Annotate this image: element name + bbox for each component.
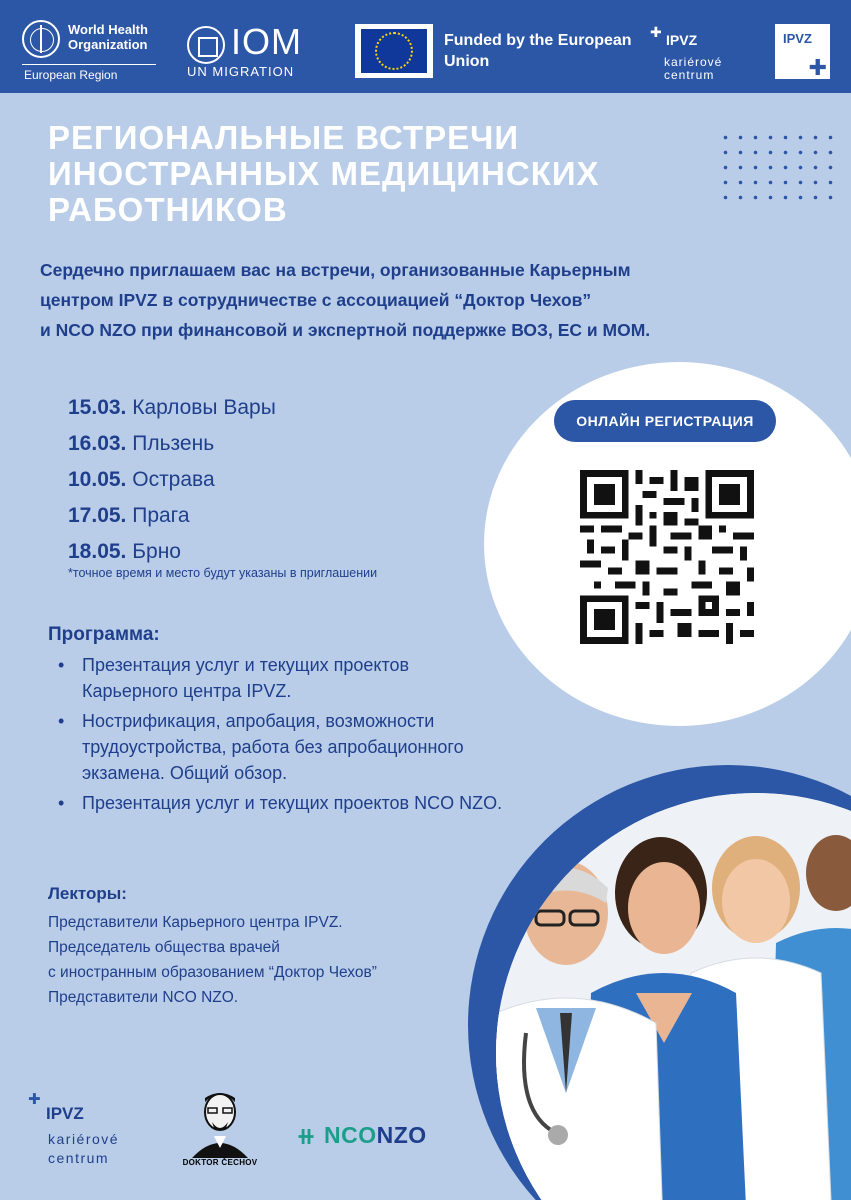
footnote: *точное время и место будут указаны в приглашении <box>68 566 378 580</box>
ipvz-box-title: IPVZ <box>783 31 812 46</box>
ipvz-header-title: IPVZ <box>666 32 698 48</box>
date: 18.05. <box>68 540 127 563</box>
date: 17.05. <box>68 504 127 527</box>
program-list <box>58 652 508 820</box>
nzo-text: NZO <box>376 1122 427 1148</box>
header-bar <box>0 0 851 93</box>
ipvz-header-subtitle: kariérové centrum <box>664 55 723 82</box>
city: Прага <box>132 504 190 527</box>
bullet: • <box>58 711 65 731</box>
lecturer-line: с иностранным образованием “Доктор Чехов” <box>48 964 377 981</box>
lecturers-list <box>48 910 478 1010</box>
who-name: World Health Organization <box>68 22 148 52</box>
nco-mark-icon: ⧺ <box>296 1123 317 1150</box>
city: Брно <box>132 540 181 563</box>
intro-text <box>40 255 830 345</box>
ipvz-box-logo <box>775 24 830 79</box>
intro-line: и NCO NZO при финансовой и экспертной поддержке ВОЗ, ЕС и МОМ. <box>40 320 651 340</box>
date: 15.03. <box>68 396 127 419</box>
eu-stars-icon <box>375 32 413 70</box>
iom-title: IOM <box>231 21 302 62</box>
nco-text: NCO <box>324 1122 377 1148</box>
eu-flag <box>355 24 433 78</box>
date: 10.05. <box>68 468 127 491</box>
who-emblem-icon <box>22 20 60 58</box>
doctors-photo-frame <box>468 765 851 1200</box>
intro-line: Сердечно приглашаем вас на встречи, организованные Карьерным <box>40 260 631 280</box>
nco-nzo-text <box>324 1122 427 1149</box>
who-divider <box>22 64 156 65</box>
online-registration-button[interactable]: ОНЛАЙН РЕГИСТРАЦИЯ <box>554 400 776 442</box>
date-item <box>68 390 488 426</box>
lecturer-line: Представители NCO NZO. <box>48 989 239 1006</box>
doktor-chekhov-logo <box>180 1088 260 1174</box>
lecturers-heading: Лекторы: <box>48 884 127 903</box>
iom-subtitle: UN MIGRATION <box>187 64 295 79</box>
page-title: РЕГИОНАЛЬНЫЕ ВСТРЕЧИ ИНОСТРАННЫХ МЕДИЦИНСКИХ РАБОТНИКОВ <box>48 119 600 228</box>
qr-code-icon[interactable] <box>580 470 754 644</box>
doctors-illustration <box>496 793 851 1200</box>
date-item <box>68 462 488 498</box>
lecturer-line: Председатель общества врачей <box>48 939 280 956</box>
date: 16.03. <box>68 432 127 455</box>
bullet: • <box>58 793 65 813</box>
intro-line: центром IPVZ в сотрудничестве с ассоциацией “Доктор Чехов” <box>40 290 592 310</box>
program-item-text: Нострификация, апробация, возможности трудоустройства, работа без апробационного экзамена. Общий обзор. <box>82 711 464 783</box>
program-item <box>58 790 508 816</box>
ipvz-footer-sub2: centrum <box>48 1150 110 1166</box>
ipvz-footer-sub1: kariérové <box>48 1131 120 1147</box>
who-region: European Region <box>24 68 118 82</box>
lecturer-line: Представители Карьерного центра IPVZ. <box>48 914 343 931</box>
ipvz-cross-icon: ✚ <box>650 24 662 40</box>
doctors-photo <box>496 793 851 1200</box>
program-item <box>58 708 508 786</box>
program-item-text: Презентация услуг и текущих проектов Карьерного центра IPVZ. <box>82 655 410 701</box>
program-item <box>58 652 508 704</box>
who-logo <box>22 18 162 84</box>
ipvz-header-logo <box>650 22 750 82</box>
program-heading: Программа: <box>48 624 160 645</box>
plus-icon: ✚ <box>808 55 827 80</box>
eu-funded-text: Funded by the European Union <box>444 32 632 70</box>
ipvz-footer-logo <box>28 1090 158 1175</box>
date-item <box>68 498 488 534</box>
city: Карловы Вары <box>132 396 276 419</box>
city: Пльзень <box>132 432 215 455</box>
chekhov-portrait-icon <box>180 1088 260 1158</box>
dates-list <box>68 390 488 570</box>
decorative-dots <box>718 130 838 202</box>
chekhov-caption: DOKTOR ČECHOV <box>182 1158 258 1167</box>
iom-logo <box>187 21 327 80</box>
program-item-text: Презентация услуг и текущих проектов NCO NZO. <box>82 793 503 813</box>
city: Острава <box>132 468 215 491</box>
iom-emblem-icon <box>187 26 225 64</box>
ipvz-footer-title: IPVZ <box>46 1104 84 1123</box>
ipvz-cross-icon: ✚ <box>28 1091 41 1108</box>
date-item <box>68 426 488 462</box>
bullet: • <box>58 655 65 675</box>
date-item <box>68 534 488 570</box>
